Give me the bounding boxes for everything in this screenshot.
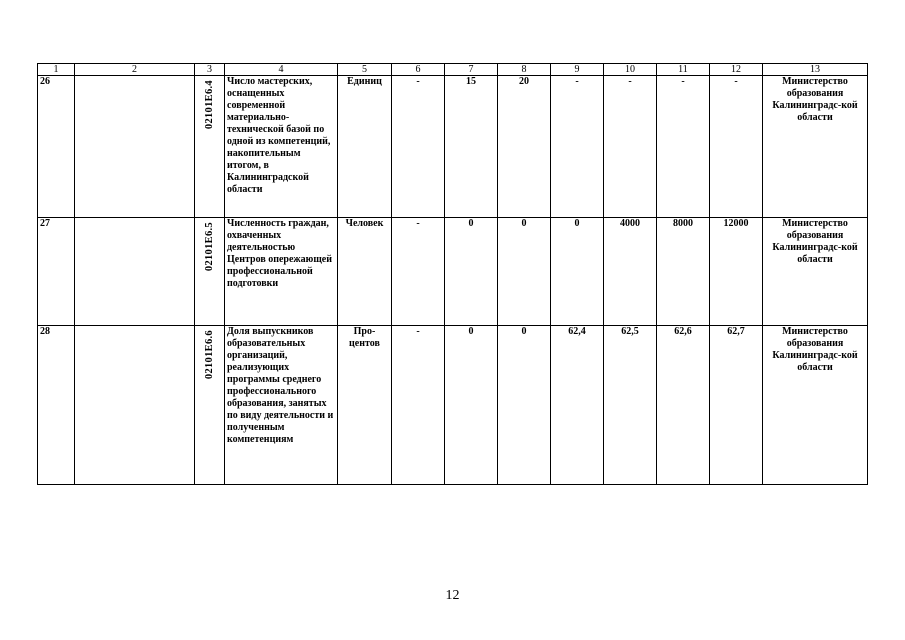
value-cell: 62,6 (657, 326, 710, 485)
responsible-body: Министерство образования Калининградс-кой области (763, 76, 868, 218)
value-cell: - (657, 76, 710, 218)
value-cell: - (392, 76, 445, 218)
indicator-code: 02101E6.4 (203, 80, 215, 130)
value-cell: 0 (498, 326, 551, 485)
responsible-body: Министерство образования Калининградс-кой области (763, 326, 868, 485)
indicator-name: Доля выпускников образовательных организаций, реализующих программы среднего профессионального образования, занятых по виду деятельности и полученным компетенциям (225, 326, 338, 485)
value-cell: - (551, 76, 604, 218)
indicator-code-cell (195, 326, 225, 485)
row-number: 28 (38, 326, 75, 485)
column-header: 7 (445, 64, 498, 76)
column-header: 13 (763, 64, 868, 76)
value-cell: 15 (445, 76, 498, 218)
table-row (38, 326, 868, 485)
column-header: 9 (551, 64, 604, 76)
indicator-code-cell (195, 76, 225, 218)
value-cell: 0 (445, 326, 498, 485)
row-col2 (75, 76, 195, 218)
indicator-name: Численность граждан, охваченных деятельностью Центров опережающей профессиональной подготовки (225, 218, 338, 326)
value-cell: 62,7 (710, 326, 763, 485)
value-cell: 62,5 (604, 326, 657, 485)
column-header: 8 (498, 64, 551, 76)
unit: Про-центов (338, 326, 392, 485)
value-cell: 4000 (604, 218, 657, 326)
column-header: 3 (195, 64, 225, 76)
column-header: 10 (604, 64, 657, 76)
value-cell: 20 (498, 76, 551, 218)
indicator-name: Число мастерских, оснащенных современной материально-технической базой по одной из компетенций, накопительным итогом, в Калининградской области (225, 76, 338, 218)
table-row (38, 218, 868, 326)
indicator-code: 02101E6.5 (203, 222, 215, 272)
value-cell: - (392, 218, 445, 326)
value-cell: 62,4 (551, 326, 604, 485)
column-header: 5 (338, 64, 392, 76)
responsible-body: Министерство образования Калининградс-кой области (763, 218, 868, 326)
unit: Человек (338, 218, 392, 326)
value-cell: - (710, 76, 763, 218)
row-col2 (75, 218, 195, 326)
value-cell: 0 (551, 218, 604, 326)
column-header: 2 (75, 64, 195, 76)
page-number: 12 (445, 588, 460, 603)
row-number: 26 (38, 76, 75, 218)
value-cell: 0 (498, 218, 551, 326)
column-header: 11 (657, 64, 710, 76)
unit: Единиц (338, 76, 392, 218)
value-cell: - (604, 76, 657, 218)
row-col2 (75, 326, 195, 485)
column-header: 6 (392, 64, 445, 76)
value-cell: 12000 (710, 218, 763, 326)
value-cell: 0 (445, 218, 498, 326)
indicator-code: 02101E6.6 (203, 330, 215, 380)
indicator-code-cell (195, 218, 225, 326)
value-cell: 8000 (657, 218, 710, 326)
row-number: 27 (38, 218, 75, 326)
indicators-table (37, 63, 868, 485)
value-cell: - (392, 326, 445, 485)
column-header: 1 (38, 64, 75, 76)
column-header: 4 (225, 64, 338, 76)
table-row (38, 76, 868, 218)
header-row (38, 64, 868, 76)
column-header: 12 (710, 64, 763, 76)
